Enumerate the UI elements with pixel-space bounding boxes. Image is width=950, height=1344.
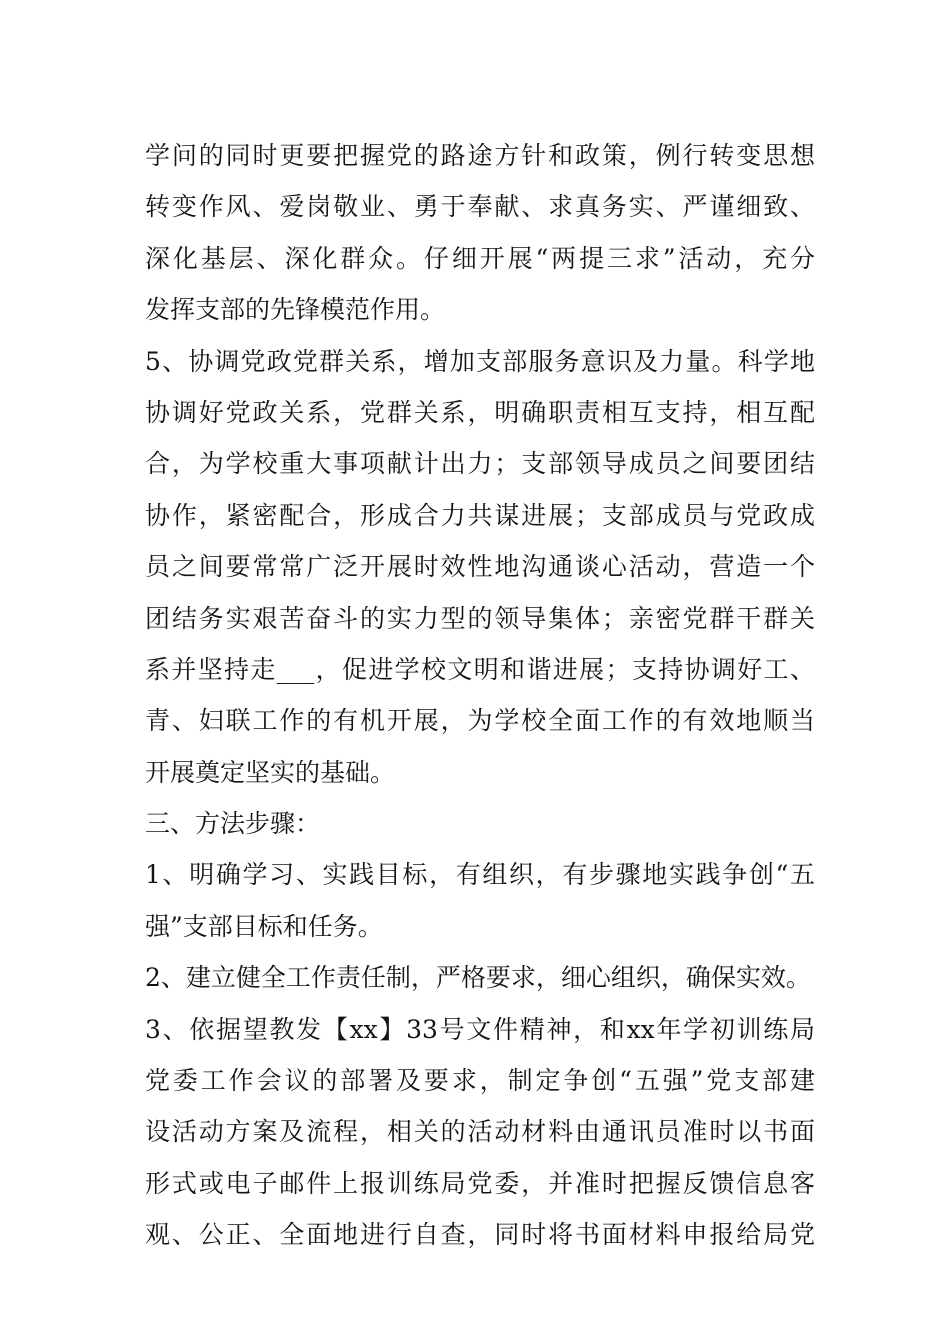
text-line: 深化基层、深化群众。仔细开展“两提三求”活动，充分 [145,243,815,273]
text-line: 设活动方案及流程，相关的活动材料由通讯员准时以书面 [145,1117,815,1147]
text-line: 协调好党政关系，党群关系，明确职责相互支持，相互配 [145,397,815,427]
text-line: 开展奠定坚实的基础。 [145,757,396,787]
text-line: 2、建立健全工作责任制，严格要求，细心组织，确保实效。 [145,963,811,993]
text-line: 强”支部目标和任务。 [145,911,383,941]
body-text [145,130,815,1261]
text-line: 发挥支部的先锋模范作用。 [145,295,446,325]
text-line: 系并坚持走___，促进学校文明和谐进展；支持协调好工、 [145,654,815,684]
text-line: 团结务实艰苦奋斗的实力型的领导集体；亲密党群干群关 [145,603,815,633]
text-line: 3、依据望教发【xx】33号文件精神，和xx年学初训练局 [145,1014,815,1044]
text-line: 青、妇联工作的有机开展，为学校全面工作的有效地顺当 [145,706,815,736]
text-line: 1、明确学习、实践目标，有组织，有步骤地实践争创“五 [145,860,815,890]
text-line: 转变作风、爱岗敬业、勇于奉献、求真务实、严谨细致、 [145,192,815,222]
text-line: 三、方法步骤： [145,809,321,839]
text-line: 协作，紧密配合，形成合力共谋进展；支部成员与党政成 [145,500,815,530]
text-line: 观、公正、全面地进行自查，同时将书面材料申报给局党 [145,1220,815,1250]
text-line: 学问的同时更要把握党的路途方针和政策，例行转变思想 [145,141,815,170]
text-line: 5、协调党政党群关系，增加支部服务意识及力量。科学地 [145,346,815,376]
text-line: 党委工作会议的部署及要求，制定争创“五强”党支部建 [145,1066,815,1096]
text-line: 形式或电子邮件上报训练局党委，并准时把握反馈信息客 [145,1168,815,1198]
text-line: 合，为学校重大事项献计出力；支部领导成员之间要团结 [145,449,815,479]
text-line: 员之间要常常广泛开展时效性地沟通谈心活动，营造一个 [145,552,815,582]
